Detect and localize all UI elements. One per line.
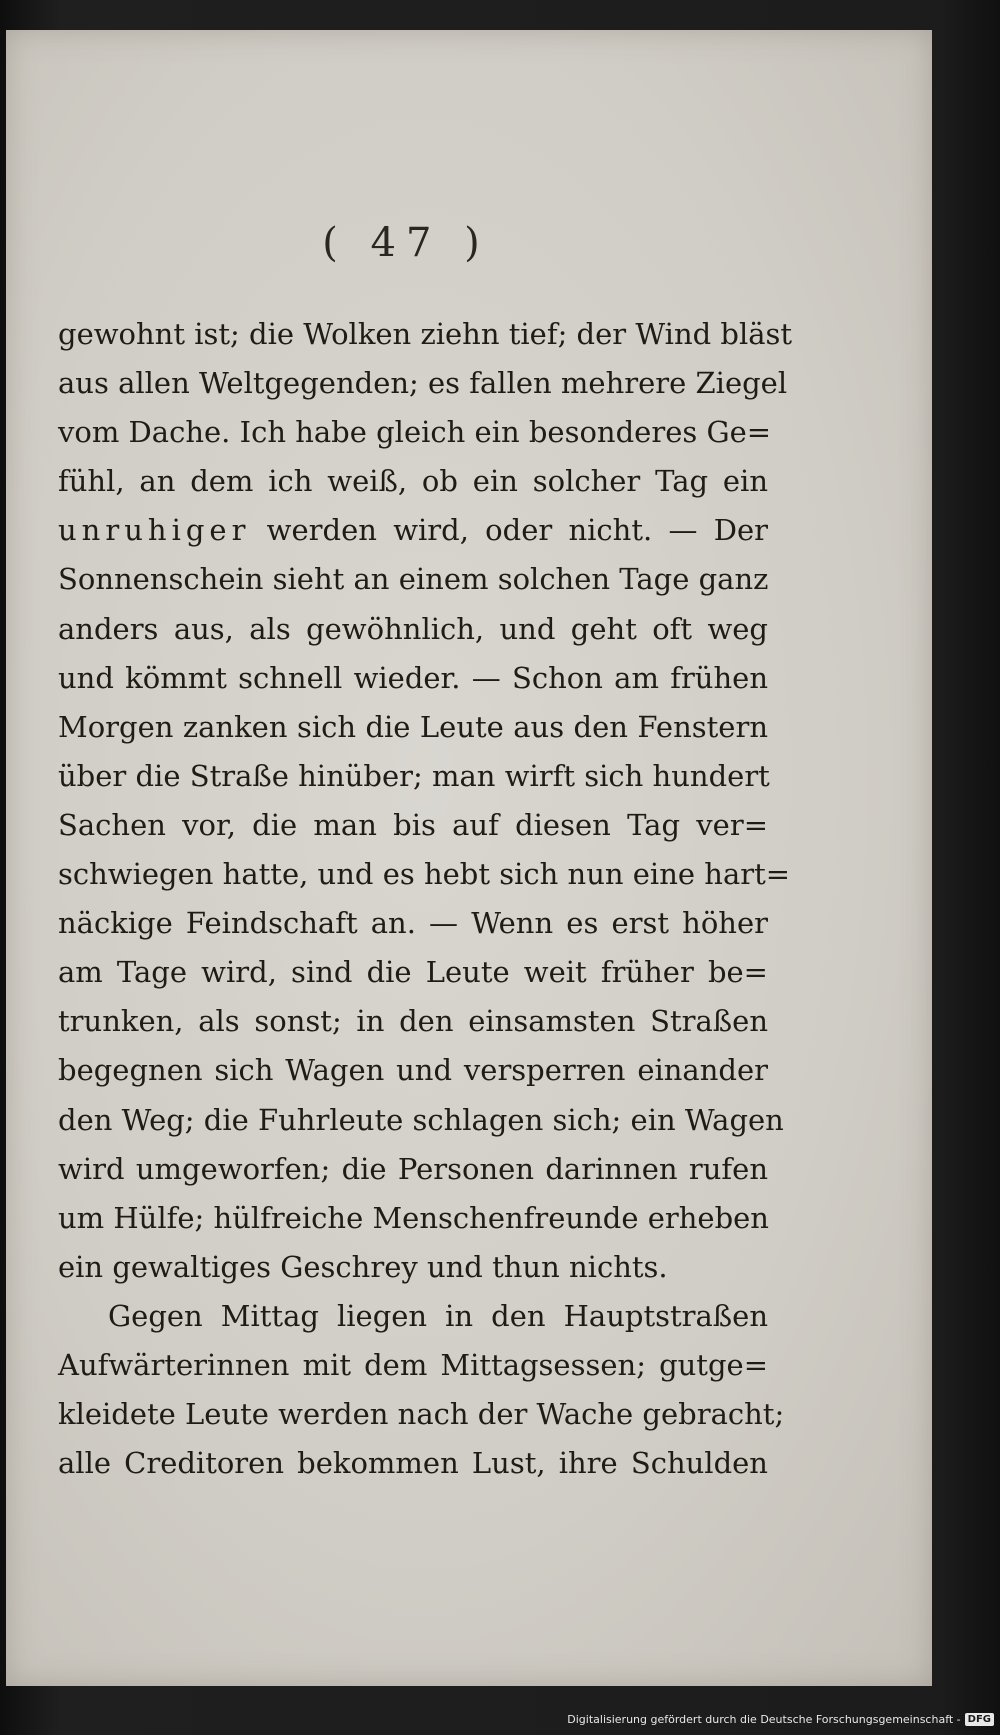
- text-line: alle Creditoren bekommen Lust, ihre Schulden: [58, 1446, 768, 1481]
- digitization-credit: [567, 1707, 994, 1731]
- text-line: trunken, als sonst; in den einsamsten Straßen: [58, 1004, 768, 1039]
- page-number: ( 47 ): [322, 220, 490, 266]
- emphasized-word: unruhiger: [58, 513, 251, 548]
- text-line: Sonnenschein sieht an einem solchen Tage ganz: [58, 562, 769, 597]
- text-line: Gegen Mittag liegen in den Hauptstraßen: [108, 1298, 768, 1333]
- text-line: vom Dache. Ich habe gleich ein besonderes Ge=: [58, 415, 772, 450]
- dfg-logo: DFG: [965, 1713, 994, 1726]
- text-line: schwiegen hatte, und es hebt sich nun eine hart=: [58, 857, 791, 892]
- text-line: begegnen sich Wagen und versperren einander: [58, 1053, 768, 1088]
- text-line: Sachen vor, die man bis auf diesen Tag ver=: [58, 807, 768, 842]
- text-line: Morgen zanken sich die Leute aus den Fenstern: [58, 709, 768, 744]
- text-line: über die Straße hinüber; man wirft sich hundert: [58, 758, 770, 793]
- text-line: anders aus, als gewöhnlich, und geht oft weg: [58, 611, 768, 646]
- text-line: näckige Feindschaft an. — Wenn es erst höher: [58, 906, 768, 941]
- text-line: wird umgeworfen; die Personen darinnen rufen: [58, 1151, 768, 1186]
- text-line: [58, 506, 768, 555]
- text-line: fühl, an dem ich weiß, ob ein solcher Tag ein: [58, 464, 768, 499]
- text-line: und kömmt schnell wieder. — Schon am frühen: [58, 660, 768, 695]
- text-line: kleidete Leute werden nach der Wache gebracht;: [58, 1397, 785, 1432]
- text-line: gewohnt ist; die Wolken ziehn tief; der Wind bläst: [58, 317, 793, 351]
- text-line: um Hülfe; hülfreiche Menschenfreunde erheben: [58, 1200, 769, 1235]
- book-page: [6, 30, 932, 1686]
- text-fragment: werden wird, oder nicht. — Der: [250, 513, 768, 548]
- text-line: den Weg; die Fuhrleute schlagen sich; ein Wagen: [58, 1102, 784, 1137]
- text-line: Aufwärterinnen mit dem Mittagsessen; gutge=: [58, 1347, 768, 1382]
- text-line: am Tage wird, sind die Leute weit früher be=: [58, 955, 768, 990]
- text-line: ein gewaltiges Geschrey und thun nichts.: [58, 1249, 668, 1284]
- text-line: aus allen Weltgegenden; es fallen mehrere Ziegel: [58, 366, 788, 401]
- credit-text: Digitalisierung gefördert durch die Deutsche Forschungsgemeinschaft -: [567, 1712, 961, 1726]
- body-text: [58, 310, 793, 1488]
